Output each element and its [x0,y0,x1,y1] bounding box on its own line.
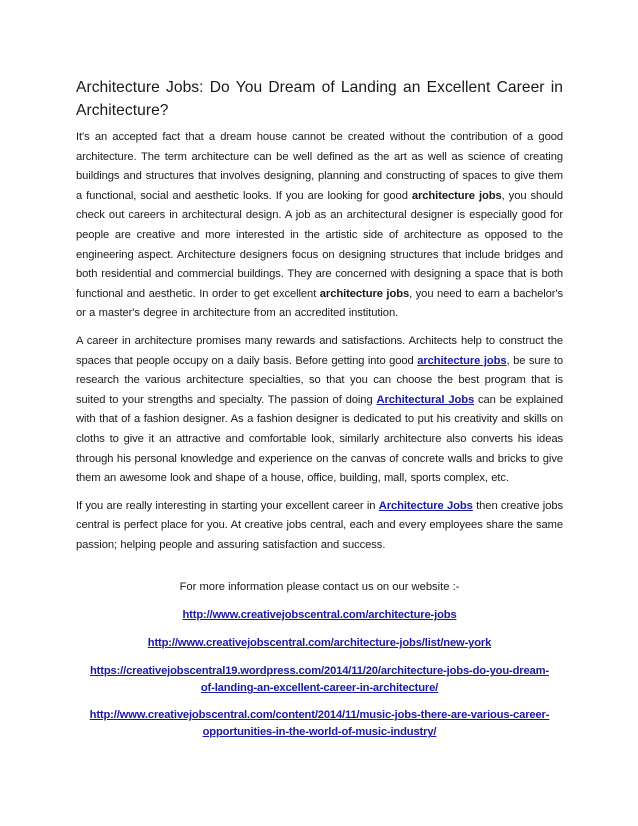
link-architecture-jobs[interactable]: architecture jobs [417,354,507,367]
paragraph-1 [76,128,563,324]
contact-section [76,579,563,741]
bold-keyword-architecture-jobs-1: architecture jobs [411,189,502,202]
paragraph-2 [76,332,563,489]
paragraph-2-text-a: A career in architecture promises many rewards and satisfactions. Architects help to construct the spaces that people occupy on a daily basis. Before getting into good [76,334,563,367]
url-4-line-2[interactable]: opportunities-in-the-world-of-music-industry/ [202,726,437,739]
website-link-wordpress[interactable] [60,663,579,697]
paragraph-3 [76,497,563,556]
website-link-new-york[interactable] [76,635,563,652]
page-title: Architecture Jobs: Do You Dream of Landing an Excellent Career in Architecture? [76,79,563,119]
url-4-line-1[interactable]: http://www.creativejobscentral.com/content/2014/11/music-jobs-there-are-various-career- [89,709,550,722]
bold-keyword-architecture-jobs-2: architecture jobs [319,287,410,300]
paragraph-1-text-b: , you should check out careers in architectural design. A job as an architectural designer is especially good for people are creative and more interested in the artistic side of architecture as opposed to the engineering aspect. Architecture designers focus on designing structures that include bridges and both residential and commercial buildings. They are concerned with designing a space that is both functional and aesthetic. In order to get excellent [76,189,563,300]
document-body [76,76,563,741]
url-2-text[interactable]: http://www.creativejobscentral.com/architecture-jobs/list/new-york [147,637,492,650]
paragraph-1-text-c: , you need to earn a bachelor's or a master's degree in architecture from an accredited institution. [76,287,563,320]
paragraph-3-text-a: If you are really interesting in starting your excellent career in [76,499,379,512]
website-link-architecture-jobs[interactable] [76,607,563,624]
contact-intro: For more information please contact us on our website :- [179,581,460,594]
link-architectural-jobs[interactable]: Architectural Jobs [376,393,475,406]
paragraph-1-text-a: It's an accepted fact that a dream house cannot be created without the contribution of a good architecture. The term architecture can be well defined as the art as well as science of creating buildings and structures that involves designing, planning and constructing of spaces to give them a functional, social and aesthetic looks. If you are looking for good [76,131,563,202]
url-1-text[interactable]: http://www.creativejobscentral.com/architecture-jobs [182,609,457,622]
url-3-line-2[interactable]: of-landing-an-excellent-career-in-architecture/ [200,682,439,695]
website-link-music-jobs[interactable] [60,707,579,741]
link-architecture-jobs-2[interactable]: Architecture Jobs [378,499,473,512]
paragraph-2-text-b: , be sure to research the various architecture specialties, so that you can choose the best program that is suited to your strengths and specialty. The passion of doing [76,354,564,406]
paragraph-2-text-c: can be explained with that of a fashion designer. As a fashion designer is dedicated to put his creativity and skills on cloths to give it an attractive and comfortable look, similarly architecture also converts his ideas through his personal knowledge and experience on the canvas of concrete walls and bricks to give them an awesome look and shape of a house, office, building, mall, sports complex, etc. [76,393,563,485]
url-3-line-1[interactable]: https://creativejobscentral19.wordpress.com/2014/11/20/architecture-jobs-do-you-dream- [89,665,549,678]
paragraph-3-text-b: then creative jobs central is perfect place for you. At creative jobs central, each and every employees share the same passion; helping people and assuring satisfaction and success. [76,499,563,551]
